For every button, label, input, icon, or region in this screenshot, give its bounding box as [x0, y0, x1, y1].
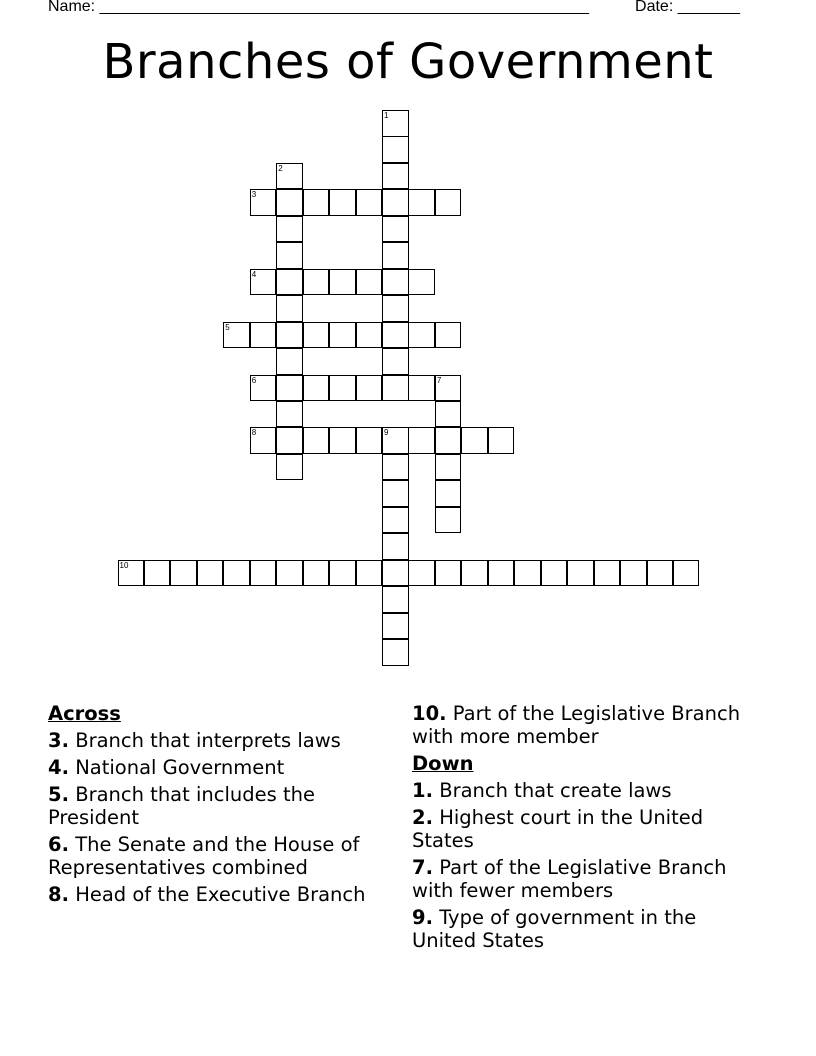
- clue-text: Head of the Executive Branch: [75, 883, 366, 906]
- cell-number: 10: [119, 560, 129, 570]
- grid-cell[interactable]: [276, 375, 303, 402]
- grid-cell[interactable]: [250, 322, 277, 349]
- grid-cell[interactable]: [408, 375, 435, 402]
- grid-cell[interactable]: [541, 560, 568, 587]
- grid-cell[interactable]: [276, 348, 303, 375]
- grid-cell[interactable]: [567, 560, 594, 587]
- cell-number: 4: [251, 269, 257, 279]
- grid-cell[interactable]: [276, 269, 303, 296]
- grid-cell[interactable]: [382, 375, 409, 402]
- grid-cell[interactable]: [382, 533, 409, 560]
- grid-cell[interactable]: [276, 401, 303, 428]
- grid-cell[interactable]: [303, 427, 330, 454]
- grid-cell[interactable]: [435, 454, 462, 481]
- grid-cell[interactable]: [382, 163, 409, 190]
- grid-cell[interactable]: [382, 507, 409, 534]
- page-title: Branches of Government: [102, 34, 714, 90]
- down-clue: [412, 779, 752, 802]
- grid-cell[interactable]: [276, 322, 303, 349]
- cell-number: 8: [251, 428, 257, 438]
- grid-cell[interactable]: [303, 269, 330, 296]
- grid-cell[interactable]: [329, 322, 356, 349]
- grid-cell[interactable]: [620, 560, 647, 587]
- across-clue: [48, 729, 390, 752]
- clue-text: The Senate and the House of Representatives combined: [48, 833, 360, 879]
- grid-cell[interactable]: [382, 189, 409, 216]
- clue-text: Type of government in the United States: [412, 906, 697, 952]
- grid-cell[interactable]: [276, 242, 303, 269]
- grid-cell[interactable]: [276, 454, 303, 481]
- grid-cell[interactable]: [514, 560, 541, 587]
- grid-cell[interactable]: [382, 348, 409, 375]
- grid-cell[interactable]: [382, 639, 409, 666]
- down-heading: Down: [412, 752, 474, 775]
- clue-text: Part of the Legislative Branch with fewer members: [412, 856, 727, 902]
- grid-cell[interactable]: [356, 427, 383, 454]
- clue-number: 8.: [48, 883, 69, 906]
- grid-cell[interactable]: [276, 295, 303, 322]
- grid-cell[interactable]: [250, 560, 277, 587]
- clue-text: Branch that includes the President: [48, 783, 315, 829]
- cell-number: 6: [251, 375, 257, 385]
- grid-cell[interactable]: [250, 269, 277, 296]
- grid-cell[interactable]: [408, 189, 435, 216]
- grid-cell[interactable]: [276, 216, 303, 243]
- clue-text: Part of the Legislative Branch with more member: [412, 702, 741, 748]
- grid-cell[interactable]: [435, 401, 462, 428]
- grid-cell[interactable]: [382, 136, 409, 163]
- cell-number: 9: [384, 428, 389, 438]
- grid-cell[interactable]: [382, 454, 409, 481]
- grid-cell[interactable]: [329, 375, 356, 402]
- grid-cell[interactable]: [250, 189, 277, 216]
- grid-cell[interactable]: [382, 427, 409, 454]
- clue-number: 4.: [48, 756, 69, 779]
- clue-number: 9.: [412, 906, 433, 929]
- clue-number: 1.: [412, 779, 433, 802]
- grid-cell[interactable]: [250, 375, 277, 402]
- grid-cell[interactable]: [223, 560, 250, 587]
- grid-cell[interactable]: [276, 163, 303, 190]
- name-field[interactable]: Name: _______________________________________________________: [48, 0, 589, 15]
- grid-cell[interactable]: [461, 427, 488, 454]
- grid-cell[interactable]: [144, 560, 171, 587]
- clue-text: Highest court in the United States: [412, 806, 704, 852]
- grid-cell[interactable]: [303, 189, 330, 216]
- grid-cell[interactable]: [488, 427, 515, 454]
- cell-number: 3: [251, 190, 257, 200]
- clue-number: 10.: [412, 702, 447, 725]
- grid-cell[interactable]: [382, 586, 409, 613]
- clue-number: 5.: [48, 783, 69, 806]
- grid-cell[interactable]: [356, 560, 383, 587]
- grid-cell[interactable]: [170, 560, 197, 587]
- down-clue: [412, 806, 752, 852]
- grid-cell[interactable]: [329, 560, 356, 587]
- date-field[interactable]: Date: _______: [635, 0, 740, 15]
- grid-cell[interactable]: [382, 480, 409, 507]
- grid-cell[interactable]: [329, 269, 356, 296]
- grid-cell[interactable]: [435, 427, 462, 454]
- clue-text: National Government: [75, 756, 285, 779]
- across-heading: Across: [48, 702, 121, 725]
- across-clue: [48, 783, 390, 829]
- grid-cell[interactable]: [408, 560, 435, 587]
- grid-cell[interactable]: [382, 613, 409, 640]
- grid-cell[interactable]: [408, 322, 435, 349]
- grid-cell[interactable]: [382, 110, 409, 137]
- grid-cell[interactable]: [382, 295, 409, 322]
- grid-cell[interactable]: [435, 375, 462, 402]
- grid-cell[interactable]: [382, 560, 409, 587]
- grid-cell[interactable]: [303, 322, 330, 349]
- grid-cell[interactable]: [276, 560, 303, 587]
- grid-cell[interactable]: [356, 269, 383, 296]
- grid-cell[interactable]: [250, 427, 277, 454]
- grid-cell[interactable]: [303, 375, 330, 402]
- across-clue: [412, 702, 752, 748]
- clue-number: 7.: [412, 856, 433, 879]
- grid-cell[interactable]: [594, 560, 621, 587]
- across-clue: [48, 756, 390, 779]
- grid-cell[interactable]: [197, 560, 224, 587]
- grid-cell[interactable]: [276, 189, 303, 216]
- grid-cell[interactable]: [435, 507, 462, 534]
- grid-cell[interactable]: [673, 560, 700, 587]
- grid-cell[interactable]: [647, 560, 674, 587]
- grid-cell[interactable]: [276, 427, 303, 454]
- grid-cell[interactable]: [329, 189, 356, 216]
- grid-cell[interactable]: [356, 322, 383, 349]
- cell-number: 1: [384, 111, 389, 120]
- grid-cell[interactable]: [435, 560, 462, 587]
- grid-cell[interactable]: [408, 427, 435, 454]
- clues-right-column: [412, 702, 752, 956]
- clue-text: Branch that interprets laws: [75, 729, 341, 752]
- grid-cell[interactable]: [356, 375, 383, 402]
- grid-cell[interactable]: [435, 189, 462, 216]
- grid-cell[interactable]: [329, 427, 356, 454]
- clue-number: 3.: [48, 729, 69, 752]
- down-clue: [412, 906, 752, 952]
- across-clue: [48, 833, 390, 879]
- grid-cell[interactable]: [435, 322, 462, 349]
- cell-number: 7: [436, 375, 442, 385]
- grid-cell[interactable]: [382, 242, 409, 269]
- grid-cell[interactable]: [488, 560, 515, 587]
- grid-cell[interactable]: [435, 480, 462, 507]
- grid-cell[interactable]: [303, 560, 330, 587]
- grid-cell[interactable]: [356, 189, 383, 216]
- grid-cell[interactable]: [461, 560, 488, 587]
- grid-cell[interactable]: [223, 322, 250, 349]
- clue-number: 6.: [48, 833, 69, 856]
- grid-cell[interactable]: [382, 269, 409, 296]
- grid-cell[interactable]: [382, 216, 409, 243]
- across-clue: [48, 883, 390, 906]
- down-clue: [412, 856, 752, 902]
- cell-number: 5: [225, 322, 230, 332]
- clue-text: Branch that create laws: [439, 779, 672, 802]
- grid-cell[interactable]: [382, 322, 409, 349]
- grid-cell[interactable]: [408, 269, 435, 296]
- cell-number: 2: [278, 163, 283, 173]
- clue-number: 2.: [412, 806, 433, 829]
- grid-cell[interactable]: [118, 560, 145, 587]
- clues-left-column: [48, 702, 390, 910]
